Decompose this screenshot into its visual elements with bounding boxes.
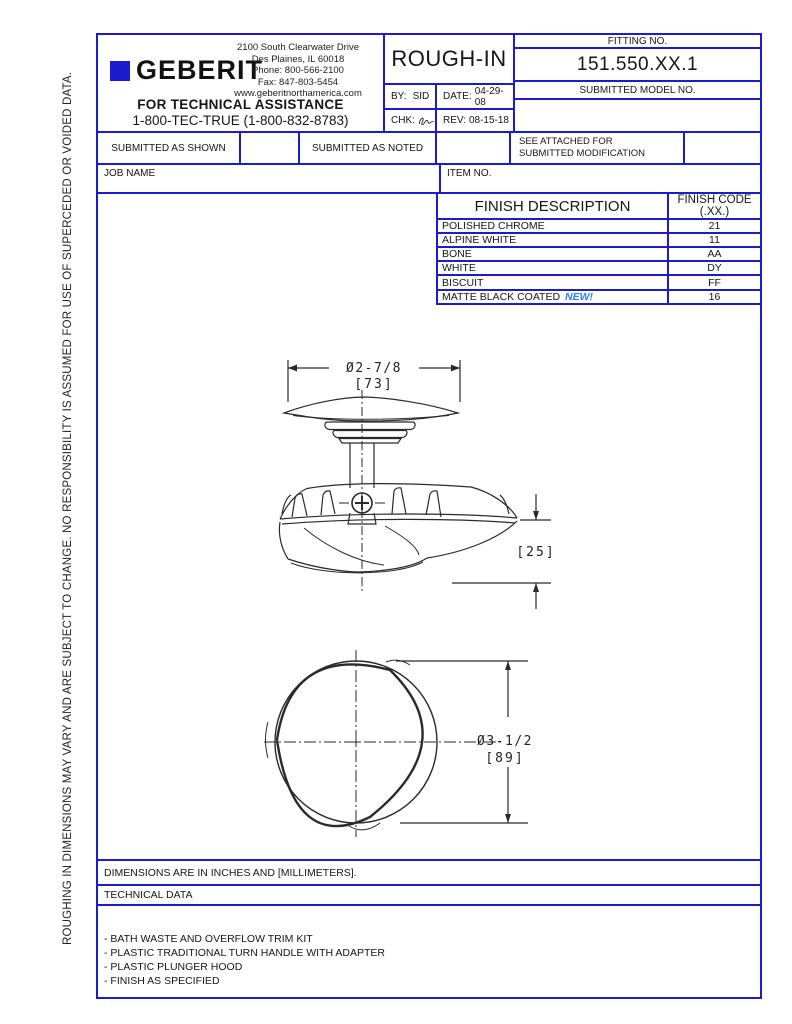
see-attached-checkbox	[683, 131, 762, 165]
dim-top-diameter: Ø2-7/8	[346, 361, 402, 376]
date-label: DATE:	[443, 91, 472, 102]
finish-row-desc: MATTE BLACK COATED NEW!	[436, 289, 669, 305]
finish-row-desc: BONE	[436, 246, 669, 262]
technical-assistance	[98, 97, 383, 128]
technical-data-list	[96, 904, 762, 999]
date-cell	[435, 83, 515, 110]
rev-value: 08-15-18	[468, 115, 509, 126]
dimensions-note: DIMENSIONS ARE IN INCHES AND [MILLIMETERS].	[96, 859, 762, 886]
company-address	[223, 42, 373, 100]
finish-row-code: AA	[667, 246, 762, 262]
finish-code-header: FINISH CODE (.XX.)	[667, 192, 762, 220]
chk-label: CHK:	[391, 115, 415, 126]
assistance-title: FOR TECHNICAL ASSISTANCE	[137, 97, 344, 112]
job-name-cell: JOB NAME	[96, 163, 441, 194]
submitted-as-shown-checkbox	[239, 131, 300, 165]
new-badge: NEW!	[565, 291, 594, 303]
dim-height-mm: [25]	[516, 545, 556, 560]
submitted-as-noted-label: SUBMITTED AS NOTED	[298, 131, 437, 165]
technical-data-item: - BATH WASTE AND OVERFLOW TRIM KIT	[104, 933, 313, 945]
item-no-cell: ITEM NO.	[439, 163, 762, 194]
geberit-logo-square-icon	[110, 61, 130, 81]
date-value: 04-29-08	[474, 85, 504, 108]
dim-top-mm: [73]	[354, 377, 394, 392]
fitting-no-label: FITTING NO.	[513, 33, 762, 49]
fitting-no-value: 151.550.XX.1	[513, 47, 762, 82]
by-cell	[383, 83, 437, 110]
geberit-logo-text: GEBERIT	[136, 55, 264, 85]
technical-data-item: - PLASTIC TRADITIONAL TURN HANDLE WITH ADAPTER	[104, 947, 386, 959]
address-line: 2100 South Clearwater Drive	[237, 42, 359, 53]
finish-row-code: 11	[667, 232, 762, 248]
dim-bottom-diameter: Ø3-1/2	[477, 734, 533, 749]
finish-row-code: FF	[667, 274, 762, 291]
finish-row-code: 21	[667, 218, 762, 234]
side-disclaimer-text: ROUGHING IN DIMENSIONS MAY VARY AND ARE SUBJECT TO CHANGE. NO RESPONSIBILITY IS ASSUMED FOR USE OF SUPERCEDED OR VOIDED DATA.	[62, 71, 74, 945]
submitted-model-value-box	[513, 98, 762, 133]
company-block	[96, 33, 385, 133]
technical-data-item: - PLASTIC PLUNGER HOOD	[104, 961, 243, 973]
finish-row-code: 16	[667, 289, 762, 305]
checker-signature-icon	[418, 113, 435, 129]
submitted-as-shown-label: SUBMITTED AS SHOWN	[96, 131, 241, 165]
technical-data-item: - FINISH AS SPECIFIED	[104, 975, 220, 987]
dim-bottom-mm: [89]	[485, 751, 525, 766]
finish-description-header: FINISH DESCRIPTION	[436, 192, 669, 220]
address-line: Fax: 847-803-5454	[257, 76, 339, 88]
assistance-phone: 1-800-TEC-TRUE (1-800-832-8783)	[132, 113, 349, 128]
finish-row-desc: WHITE	[436, 260, 669, 276]
finish-row-desc: BISCUIT	[436, 274, 669, 291]
submitted-model-label: SUBMITTED MODEL NO.	[513, 80, 762, 100]
chk-cell	[383, 108, 437, 133]
address-line: Des Plaines, IL 60018	[251, 53, 345, 65]
technical-data-label: TECHNICAL DATA	[96, 884, 762, 906]
finish-row-desc: ALPINE WHITE	[436, 232, 669, 248]
doc-type-title: ROUGH-IN	[383, 33, 515, 85]
by-label: BY:	[391, 91, 407, 102]
rev-label: REV:	[443, 115, 466, 126]
address-line: Phone: 800-566-2100	[252, 65, 344, 77]
finish-row-desc: POLISHED CHROME	[436, 218, 669, 234]
by-value: SID	[412, 91, 430, 102]
rev-cell	[435, 108, 515, 133]
company-website: www.geberitnorthamerica.com	[234, 88, 362, 100]
submitted-as-noted-checkbox	[435, 131, 511, 165]
finish-row-code: DY	[667, 260, 762, 276]
see-attached-label: SEE ATTACHED FOR SUBMITTED MODIFICATION	[509, 131, 685, 165]
